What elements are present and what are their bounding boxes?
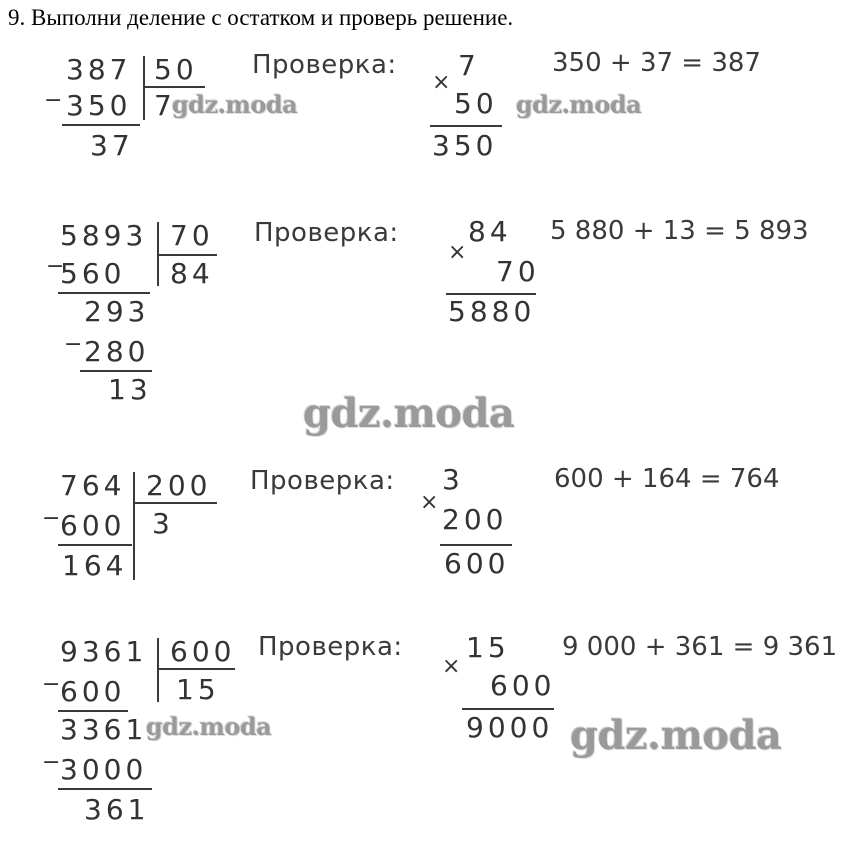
check-equation: 600 + 164 = 764: [554, 464, 780, 494]
factor-2: 50: [454, 87, 498, 120]
multiply-sign: ×: [420, 490, 439, 515]
minus-sign: −: [42, 506, 61, 531]
check-label: Проверка:: [254, 218, 399, 248]
division-underline: [159, 668, 235, 670]
minus-sign: −: [46, 254, 65, 279]
watermark: gdz.moda: [146, 712, 272, 741]
subtraction-line: [58, 788, 152, 790]
factor-1: 15: [466, 631, 510, 664]
remainder: 164: [62, 549, 128, 582]
check-equation: 350 + 37 = 387: [552, 48, 761, 78]
product: 9000: [466, 711, 554, 744]
divisor: 70: [170, 219, 214, 252]
quotient: 7: [154, 89, 176, 122]
minus-sign: −: [64, 332, 83, 357]
dividend: 5893: [60, 219, 148, 252]
factor-2: 70: [496, 255, 540, 288]
subtrahend: 3000: [60, 753, 148, 786]
partial-dividend: 293: [84, 295, 150, 328]
quotient: 84: [170, 257, 214, 290]
divisor: 50: [154, 53, 198, 86]
remainder: 37: [90, 129, 134, 162]
subtrahend: 600: [60, 675, 126, 708]
factor-1: 7: [458, 49, 480, 82]
multiply-sign: ×: [448, 240, 467, 265]
dividend: 387: [66, 53, 132, 86]
minus-sign: −: [42, 672, 61, 697]
subtrahend: 560: [60, 257, 126, 290]
subtraction-line: [58, 710, 128, 712]
watermark: gdz.moda: [172, 90, 298, 119]
quotient: 3: [152, 507, 174, 540]
subtrahend: 350: [66, 89, 132, 122]
watermark: gdz.moda: [303, 390, 515, 437]
division-bar: [157, 638, 159, 702]
divisor: 600: [170, 635, 236, 668]
check-equation: 5 880 + 13 = 5 893: [550, 216, 809, 246]
minus-sign: −: [44, 88, 63, 113]
factor-1: 84: [468, 215, 512, 248]
product: 350: [432, 129, 498, 162]
factor-1: 3: [442, 463, 464, 496]
check-label: Проверка:: [252, 50, 397, 80]
multiply-sign: ×: [432, 70, 451, 95]
check-equation: 9 000 + 361 = 9 361: [562, 632, 838, 662]
quotient: 15: [176, 673, 220, 706]
multiply-sign: ×: [442, 654, 461, 679]
factor-2: 200: [442, 503, 508, 536]
product: 5880: [448, 295, 536, 328]
minus-sign: −: [42, 750, 61, 775]
check-label: Проверка:: [250, 466, 395, 496]
exercise-heading: 9. Выполни деление с остатком и проверь решение.: [8, 5, 514, 30]
dividend: 764: [60, 469, 126, 502]
partial-dividend: 3361: [60, 713, 148, 746]
product: 600: [444, 547, 510, 580]
multiplication-line: [462, 708, 554, 710]
subtrahend: 600: [60, 509, 126, 542]
remainder: 13: [108, 373, 152, 406]
divisor: 200: [146, 469, 212, 502]
factor-2: 600: [490, 669, 556, 702]
remainder: 361: [84, 793, 150, 826]
check-label: Проверка:: [258, 632, 403, 662]
watermark: gdz.moda: [516, 90, 642, 119]
watermark: gdz.moda: [570, 712, 782, 759]
subtrahend: 280: [84, 335, 150, 368]
dividend: 9361: [60, 635, 148, 668]
